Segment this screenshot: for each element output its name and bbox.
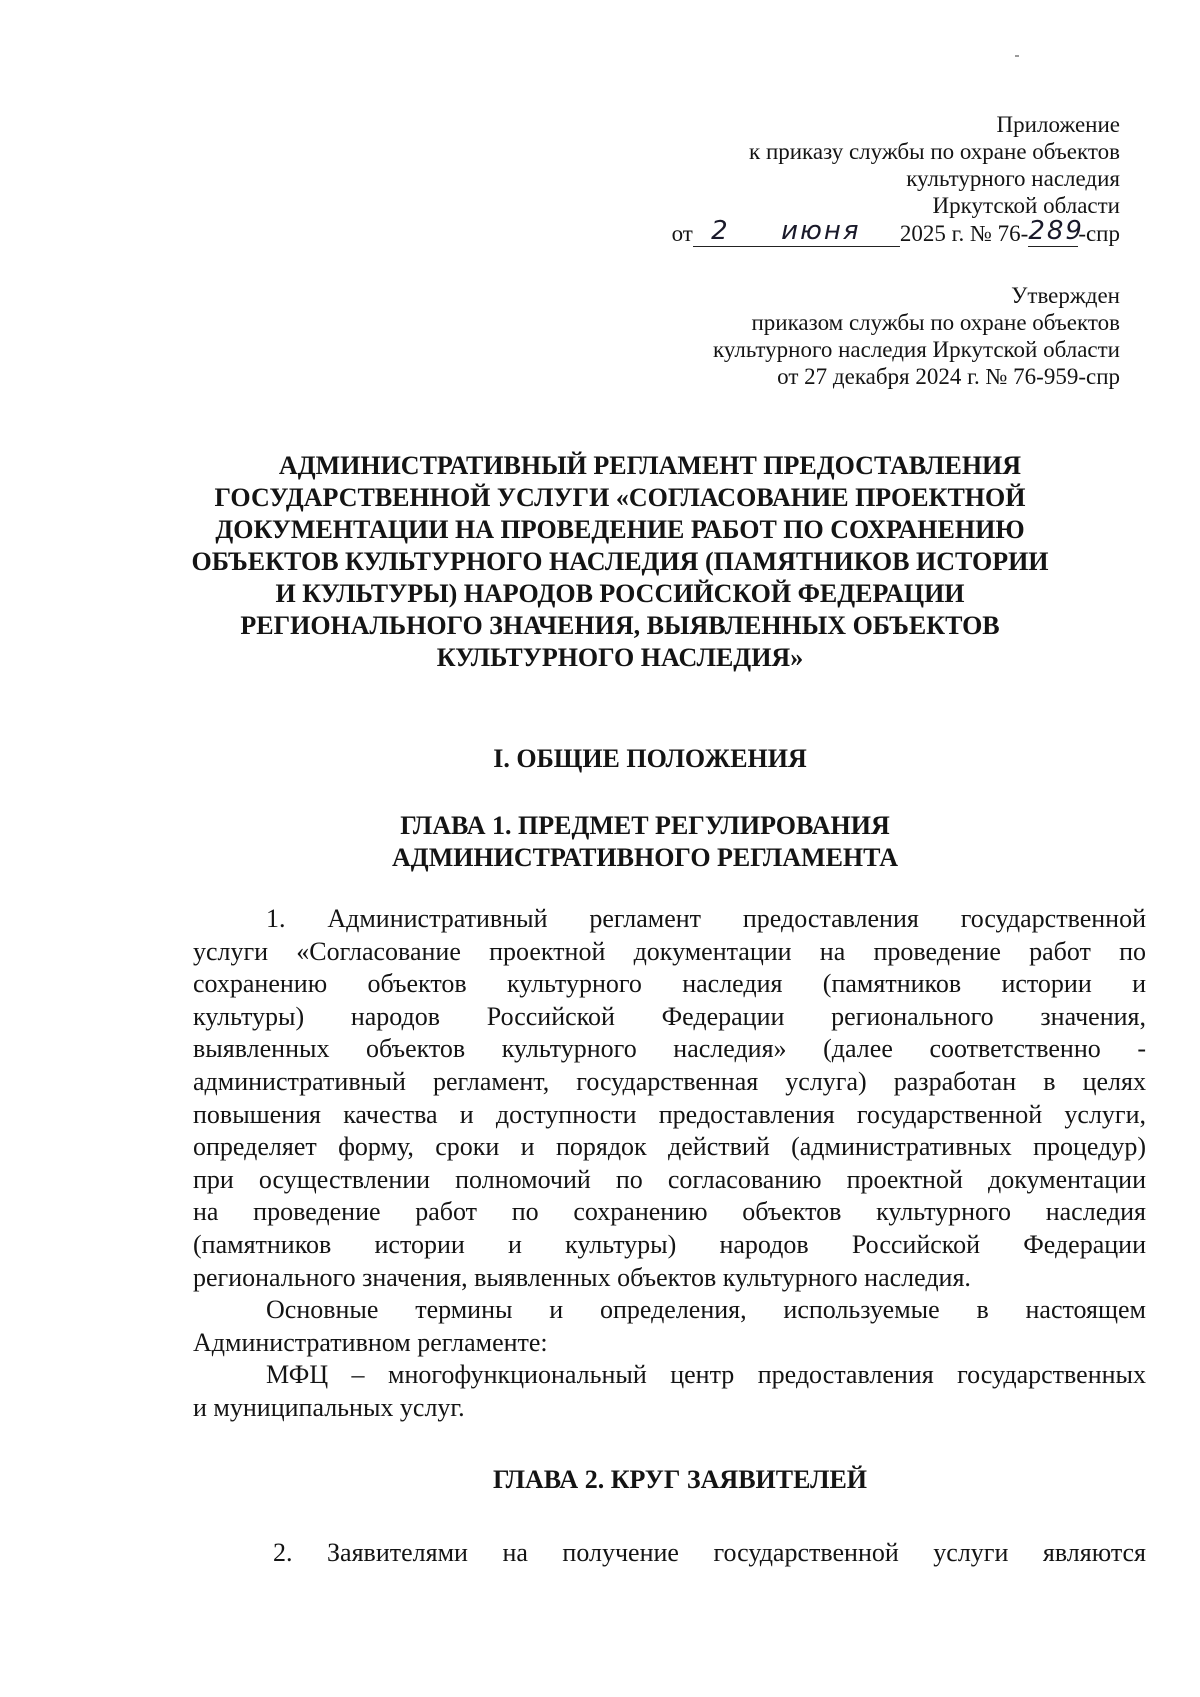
order-suffix: -спр bbox=[1078, 221, 1120, 246]
date-year-number: 2025 г. № 76- bbox=[899, 221, 1029, 246]
paragraph-line: повышения качества и доступности предоставления государственной услуги, bbox=[193, 1099, 1146, 1129]
paragraph-3 bbox=[193, 1359, 1146, 1424]
paragraph-line: Основные термины и определения, используемые в настоящем bbox=[266, 1295, 1146, 1324]
approval-line: Утвержден bbox=[1011, 283, 1120, 308]
paragraph-line: (памятников истории и культуры) народов Российской Федерации bbox=[193, 1229, 1146, 1259]
appendix-line: культурного наследия bbox=[906, 166, 1120, 191]
document-title bbox=[150, 450, 1090, 674]
approval-line: приказом службы по охране объектов bbox=[751, 310, 1120, 335]
appendix-line: к приказу службы по охране объектов bbox=[749, 139, 1120, 164]
section-title-text: I. ОБЩИЕ ПОЛОЖЕНИЯ bbox=[493, 744, 807, 773]
paragraph-line: при осуществлении полномочий по согласованию проектной документации bbox=[193, 1164, 1146, 1194]
title-line: ГОСУДАРСТВЕННОЙ УСЛУГИ «СОГЛАСОВАНИЕ ПРОЕКТНОЙ bbox=[214, 483, 1026, 512]
scan-speck bbox=[1015, 55, 1019, 57]
approval-line: культурного наследия Иркутской области bbox=[713, 337, 1120, 362]
chapter-heading-line: АДМИНИСТРАТИВНОГО РЕГЛАМЕНТА bbox=[392, 843, 898, 872]
appendix-block bbox=[672, 111, 1120, 247]
paragraph-2 bbox=[193, 1294, 1146, 1359]
chapter-heading-line: ГЛАВА 1. ПРЕДМЕТ РЕГУЛИРОВАНИЯ bbox=[400, 811, 890, 840]
section-title bbox=[180, 743, 1120, 775]
paragraph-line: Административном регламенте: bbox=[193, 1327, 548, 1357]
appendix-date-line bbox=[671, 216, 1120, 247]
paragraph-1 bbox=[193, 903, 1146, 1294]
chapter-heading-line: ГЛАВА 2. КРУГ ЗАЯВИТЕЛЕЙ bbox=[492, 1465, 868, 1494]
paragraph-line: на проведение работ по сохранению объектов культурного наследия bbox=[193, 1197, 1146, 1227]
paragraph-line: определяет форму, сроки и порядок действий (административных процедур) bbox=[193, 1132, 1146, 1162]
handwritten-month: июня bbox=[762, 219, 880, 247]
chapter-2-heading bbox=[210, 1464, 1150, 1496]
title-line: ДОКУМЕНТАЦИИ НА ПРОВЕДЕНИЕ РАБОТ ПО СОХРАНЕНИЮ bbox=[215, 515, 1025, 544]
paragraph-line: 1. Административный регламент предоставления государственной bbox=[266, 904, 1146, 933]
date-underline bbox=[748, 219, 762, 247]
paragraph-line: регионального значения, выявленных объектов культурного наследия. bbox=[193, 1262, 971, 1292]
paragraph-line: культуры) народов Российской Федерации регионального значения, bbox=[193, 1001, 1146, 1031]
title-line: РЕГИОНАЛЬНОГО ЗНАЧЕНИЯ, ВЫЯВЛЕННЫХ ОБЪЕКТОВ bbox=[240, 611, 1000, 640]
title-line: ОБЪЕКТОВ КУЛЬТУРНОГО НАСЛЕДИЯ (ПАМЯТНИКОВ ИСТОРИИ bbox=[191, 547, 1049, 576]
date-underline bbox=[880, 219, 900, 247]
appendix-line: Приложение bbox=[996, 112, 1120, 137]
paragraph-line: услуги «Согласование проектной документации на проведение работ по bbox=[193, 936, 1146, 966]
paragraph-line: административный регламент, государственная услуга) разработан в целях bbox=[193, 1066, 1146, 1096]
handwritten-order-number: 289 bbox=[1028, 216, 1084, 246]
paragraph-line: выявленных объектов культурного наследия» (далее соответственно - bbox=[193, 1034, 1146, 1064]
approval-block bbox=[713, 282, 1120, 390]
chapter-1-heading bbox=[175, 810, 1115, 874]
paragraph-line: МФЦ – многофункциональный центр предоставления государственных bbox=[266, 1360, 1146, 1389]
handwritten-day: 2 bbox=[693, 219, 748, 247]
paragraph-line: и муниципальных услуг. bbox=[193, 1392, 465, 1422]
date-prefix: от bbox=[671, 221, 693, 246]
paragraph-line: сохранению объектов культурного наследия (памятников истории и bbox=[193, 969, 1146, 999]
appendix-line: Иркутской области bbox=[932, 193, 1120, 218]
approval-line: от 27 декабря 2024 г. № 76-959-спр bbox=[777, 364, 1120, 389]
title-line: И КУЛЬТУРЫ) НАРОДОВ РОССИЙСКОЙ ФЕДЕРАЦИИ bbox=[275, 579, 965, 608]
title-line: АДМИНИСТРАТИВНЫЙ РЕГЛАМЕНТ ПРЕДОСТАВЛЕНИЯ bbox=[278, 451, 1022, 480]
paragraph-4 bbox=[193, 1537, 1146, 1570]
title-line: КУЛЬТУРНОГО НАСЛЕДИЯ» bbox=[436, 643, 804, 672]
paragraph-line: 2. Заявителями на получение государственной услуги являются bbox=[273, 1538, 1146, 1567]
